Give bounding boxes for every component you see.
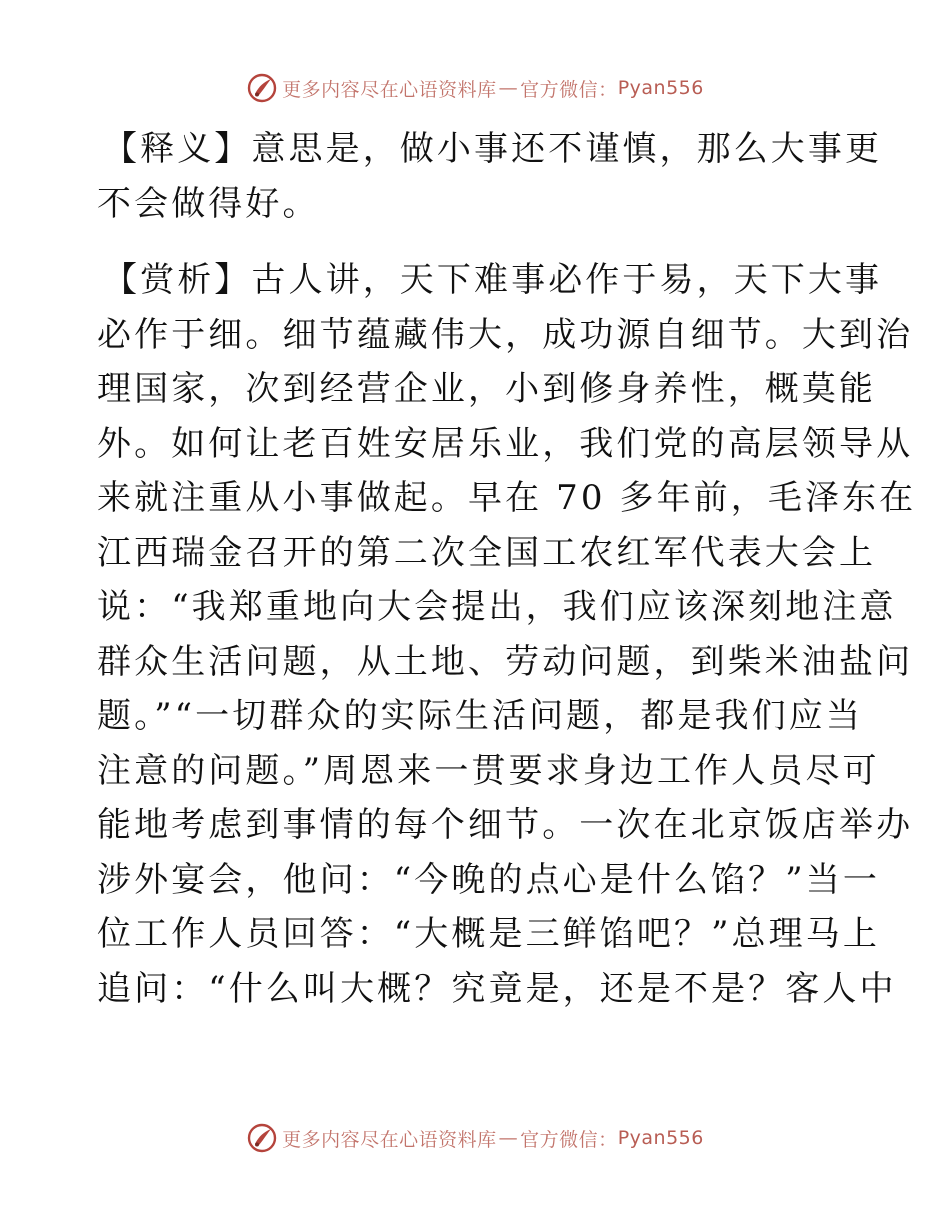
footer-watermark — [0, 1122, 950, 1154]
text-line: 涉外宴会，他问：“今晚的点心是什么馅？”当一 — [97, 859, 880, 900]
header-watermark — [0, 72, 950, 104]
text-line: 位工作人员回答：“大概是三鲜馅吧？”总理马上 — [97, 914, 880, 954]
text-line: 能地考虑到事情的每个细节。一次在北京饭店举办 — [97, 805, 914, 845]
text-line: 外。如何让老百姓安居乐业，我们党的高层领导从 — [97, 423, 914, 464]
ink-brush-logo-icon — [246, 1122, 278, 1154]
paragraph-explanation — [97, 122, 883, 231]
paragraph-analysis — [97, 253, 917, 1016]
watermark-handle: Pyan556 — [617, 1127, 704, 1149]
text-line: 理国家，次到经营企业，小到修身养性，概莫能 — [97, 369, 877, 409]
watermark-handle: Pyan556 — [617, 77, 704, 99]
watermark-label: 官方微信： — [520, 78, 618, 101]
text-line: 不会做得好。 — [97, 183, 320, 224]
text-line: 来就注重从小事做起。早在 70 多年前，毛泽东在 — [97, 478, 917, 518]
text-line: 群众生活问题，从土地、劳动问题，到柴米油盐问 — [97, 641, 914, 682]
watermark-text: 更多内容尽在心语资料库 — [282, 78, 497, 101]
watermark-separator: — — [498, 1127, 519, 1149]
text-line: 【赏析】古人讲，天下难事必作于易，天下大事 — [103, 260, 883, 300]
document-body — [97, 122, 917, 1016]
text-line: 追问：“什么叫大概？究竟是，还是不是？客人中 — [97, 968, 897, 1009]
text-line: 说：“我郑重地向大会提出，我们应该深刻地注意 — [97, 587, 897, 627]
watermark-separator: — — [498, 77, 519, 99]
ink-brush-logo-icon — [246, 72, 278, 104]
text-line: 注意的问题。”周恩来一贯要求身边工作人员尽可 — [97, 750, 880, 791]
text-line: 必作于细。细节蕴藏伟大，成功源自细节。大到治 — [97, 314, 914, 355]
text-line: 【释义】意思是，做小事还不谨慎，那么大事更 — [103, 129, 883, 169]
text-line: 江西瑞金召开的第二次全国工农红军代表大会上 — [97, 532, 877, 573]
watermark-text: 更多内容尽在心语资料库 — [282, 1128, 497, 1151]
watermark-label: 官方微信： — [520, 1128, 618, 1151]
text-line: 题。”“一切群众的实际生活问题，都是我们应当 — [97, 696, 863, 736]
